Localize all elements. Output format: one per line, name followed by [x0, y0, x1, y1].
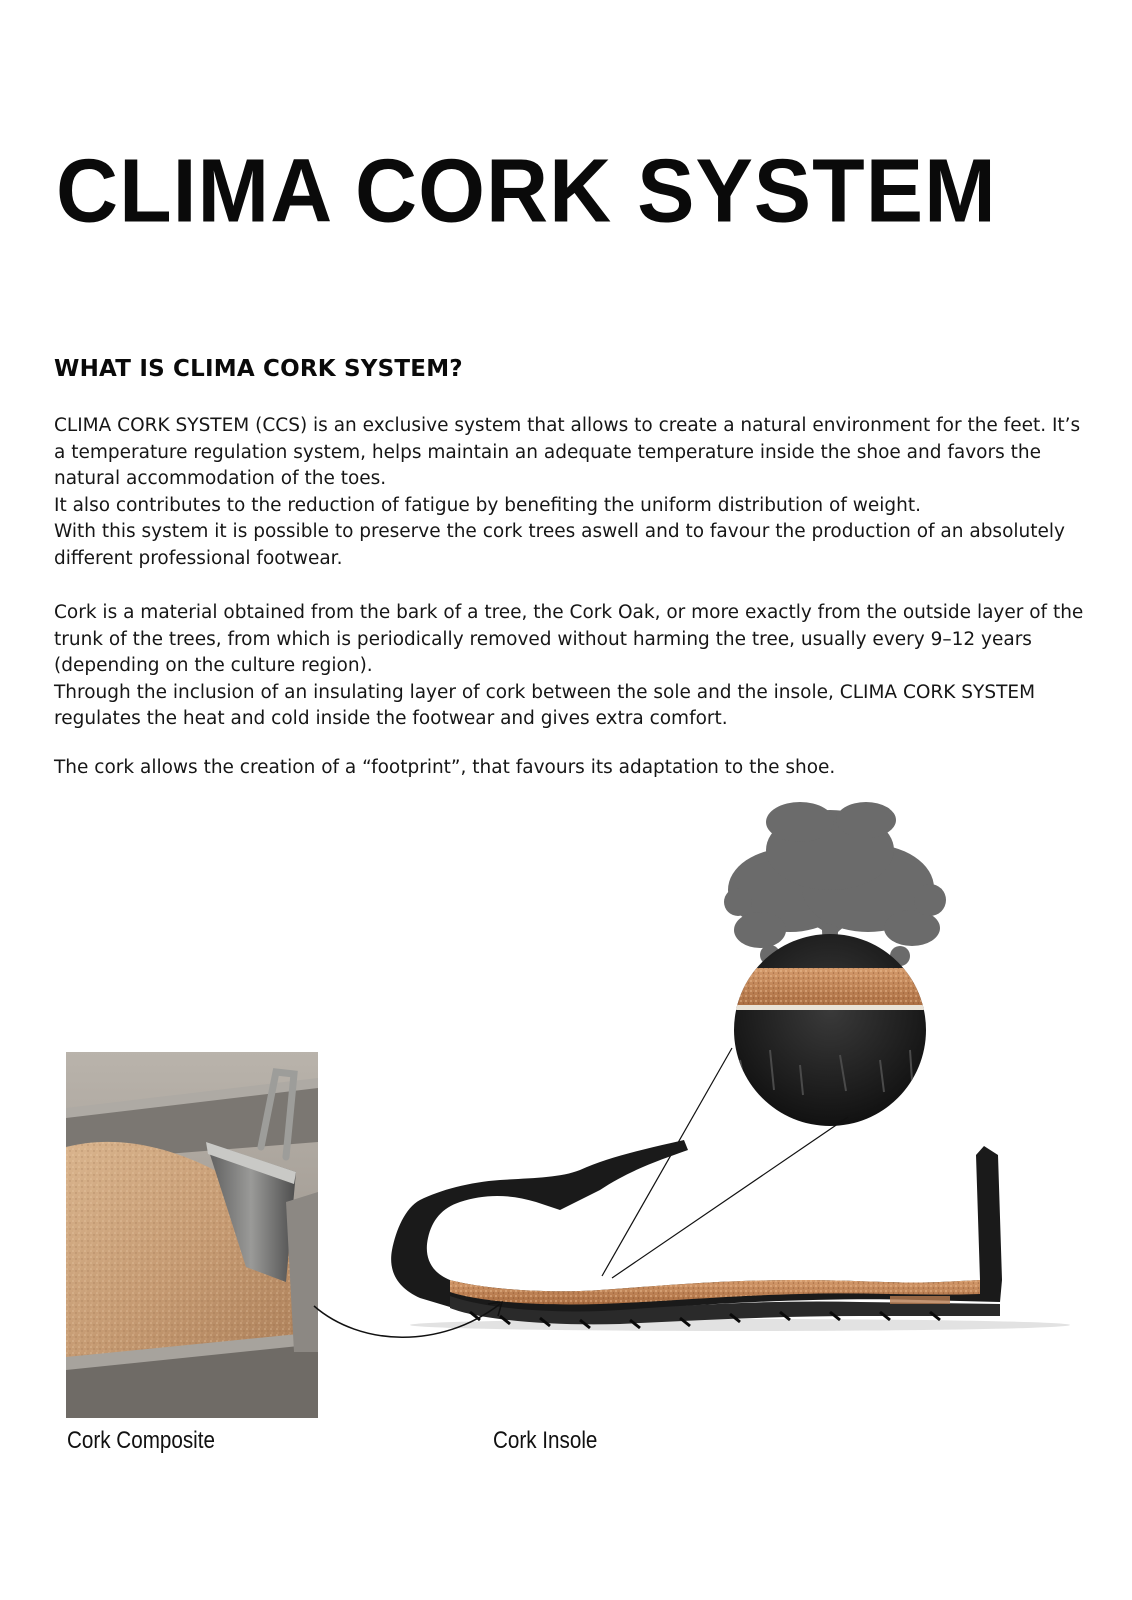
cork-insole-illustration: [300, 810, 1050, 1370]
paragraph-line: Through the inclusion of an insulating layer of cork between the sole and the insole, CLIMA CORK SYSTEM regulates the heat and cold inside the footwear and gives extra comfort.: [54, 681, 1036, 729]
paragraph-line: The cork allows the creation of a “footprint”, that favours its adaptation to the shoe.: [54, 757, 836, 778]
paragraph-line: With this system it is possible to preserve the cork trees aswell and to favour the production of an absolutely different professional footwear.: [54, 521, 1065, 569]
caption-cork-composite: Cork Composite: [67, 1427, 215, 1454]
paragraph-block-intro: [54, 413, 1084, 572]
section-heading: WHAT IS CLIMA CORK SYSTEM?: [54, 356, 463, 382]
shoe-sole-cross-section: [391, 1140, 1070, 1331]
caption-cork-insole: Cork Insole: [493, 1427, 598, 1454]
paragraph-line: Cork is a material obtained from the bark of a tree, the Cork Oak, or more exactly from the outside layer of the trunk of the trees, from which is periodically removed without harming the tree, usually every 9–12 years (depending on the culture region).: [54, 602, 1084, 676]
paragraph-line: It also contributes to the reduction of fatigue by benefiting the uniform distribution of weight.: [54, 494, 921, 516]
paragraph-block-footprint: [54, 755, 1084, 782]
paragraph-block-cork: [54, 600, 1084, 733]
page-title: CLIMA CORK SYSTEM: [56, 140, 997, 242]
paragraph-line: CLIMA CORK SYSTEM (CCS) is an exclusive system that allows to create a natural environment for the feet. It’s a temperature regulation system, helps maintain an adequate temperature inside the shoe and favors the natural accommodation of the toes.: [54, 415, 1081, 489]
cork-composite-photo: [66, 1052, 318, 1418]
